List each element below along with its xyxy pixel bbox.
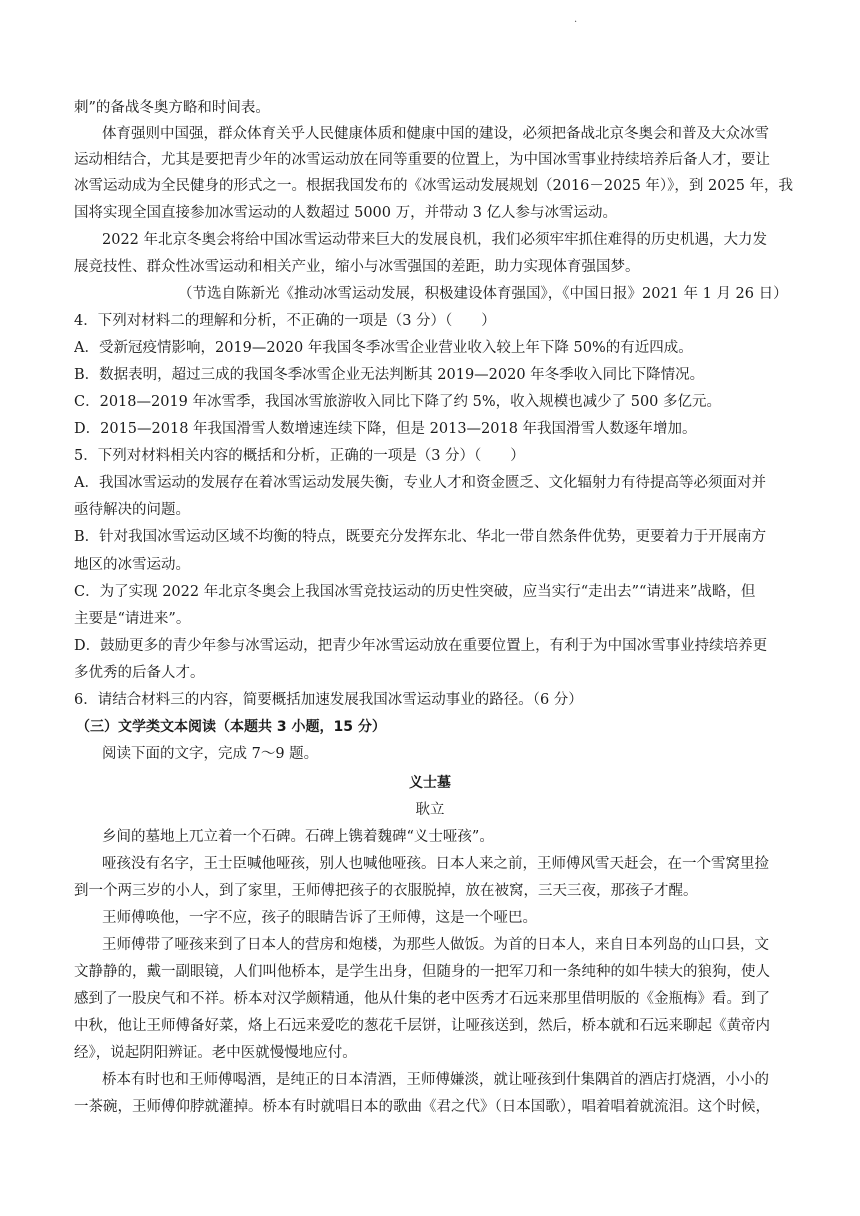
- question-5: 5．下列对材料相关内容的概括和分析，正确的一项是（3 分）（ ）: [74, 448, 525, 464]
- option-a: A．我国冰雪运动的发展存在着冰雪运动发展失衡，专业人才和资金匮乏、文化辐射力有待提高等必须面对并: [74, 475, 766, 491]
- option-b-cont: 地区的冰雪运动。: [74, 557, 190, 573]
- paragraph-line: 中秋，他让王师傅备好菜，烙上石远来爱吃的葱花千层饼，让哑孩送到，然后，桥本就和石远来聊起《黄帝内: [74, 1018, 770, 1034]
- option-c: C．为了实现 2022 年北京冬奥会上我国冰雪竞技运动的历史性突破，应当实行“走出去”“请进来”战略，但: [74, 584, 756, 600]
- header-mark: .: [574, 14, 578, 25]
- paragraph-line: 运动相结合，尤其是要把青少年的冰雪运动放在同等重要的位置上，为中国冰雪事业持续培养后备人才，要让: [74, 152, 770, 168]
- option-d: D．2015—2018 年我国滑雪人数增速连续下降，但是 2013—2018 年我国滑雪人数逐年增加。: [74, 421, 697, 437]
- paragraph-line: 国将实现全国直接参加冰雪运动的人数超过 5000 万，并带动 3 亿人参与冰雪运动。: [74, 205, 618, 221]
- paragraph-line: 王师傅唤他，一字不应，孩子的眼睛告诉了王师傅，这是一个哑巴。: [102, 910, 537, 926]
- reading-instruction: 阅读下面的文字，完成 7～9 题。: [102, 746, 319, 762]
- section-heading: （三）文学类文本阅读（本题共 3 小题，15 分）: [76, 719, 386, 735]
- option-d: D．鼓励更多的青少年参与冰雪运动，把青少年冰雪运动放在重要位置上，有利于为中国冰雪事业持续培养更: [74, 638, 768, 654]
- paragraph-line: 哑孩没有名字，王士臣喊他哑孩，别人也喊他哑孩。日本人来之前，王师傅风雪天赶会，在一个雪窝里捡: [102, 856, 769, 872]
- question-4: 4．下列对材料二的理解和分析，不正确的一项是（3 分）（ ）: [74, 313, 496, 329]
- option-c-cont: 主要是“请进来”。: [74, 611, 191, 627]
- paragraph-line: 体育强则中国强，群众体育关乎人民健康体质和健康中国的建设，必须把备战北京冬奥会和普及大众冰雪: [102, 126, 769, 142]
- paragraph-line: 冰雪运动成为全民健身的形式之一。根据我国发布的《冰雪运动发展规划（2016－2025 年）》，到 2025 年，我: [74, 178, 794, 194]
- question-6: 6．请结合材料三的内容，简要概括加速发展我国冰雪运动事业的路径。（6 分）: [74, 692, 583, 708]
- story-title: 义士墓: [409, 775, 451, 791]
- paragraph-line: 经》，说起阴阳辨证。老中医就慢慢地应付。: [74, 1045, 357, 1061]
- paragraph-line: 2022 年北京冬奥会将给中国冰雪运动带来巨大的发展良机，我们必须牢牢抓住难得的历史机遇，大力发: [102, 232, 768, 248]
- paragraph-line: 展竞技性、群众性冰雪运动和相关产业，缩小与冰雪强国的差距，助力实现体育强国梦。: [74, 259, 640, 275]
- source-citation: （节选自陈新光《推动冰雪运动发展，积极建设体育强国》，《中国日报》2021 年 1 月 26 日）: [178, 286, 788, 302]
- paragraph-line: 刺”的备战冬奥方略和时间表。: [74, 100, 270, 116]
- option-c: C．2018—2019 年冰雪季，我国冰雪旅游收入同比下降了约 5%，收入规模也减少了 500 多亿元。: [74, 394, 722, 410]
- option-a-cont: 亟待解决的问题。: [74, 502, 190, 518]
- paragraph-line: 一茶碗，王师傅仰脖就灌掉。桥本有时就唱日本的歌曲《君之代》（日本国歌），唱着唱着就流泪。这个时候，: [74, 1099, 770, 1115]
- story-author: 耿立: [415, 802, 445, 818]
- paragraph-line: 桥本有时也和王师傅喝酒，是纯正的日本清酒，王师傅嫌淡，就让哑孩到什集隅首的酒店打烧酒，小小的: [102, 1072, 769, 1088]
- paragraph-line: 乡间的墓地上兀立着一个石碑。石碑上镌着魏碑“义士哑孩”。: [102, 829, 494, 845]
- option-b: B．针对我国冰雪运动区域不均衡的特点，既要充分发挥东北、华北一带自然条件优势，更要着力于开展南方: [74, 529, 767, 545]
- option-b: B．数据表明，超过三成的我国冬季冰雪企业无法判断其 2019—2020 年冬季收入同比下降情况。: [74, 367, 705, 383]
- option-d-cont: 多优秀的后备人才。: [74, 665, 205, 681]
- paragraph-line: 文静静的，戴一副眼镜，人们叫他桥本，是学生出身，但随身的一把军刀和一条纯种的如牛犊大的狼狗，使人: [74, 964, 770, 980]
- paragraph-line: 感到了一股戾气和不祥。桥本对汉学颇精通，他从什集的老中医秀才石远来那里借明版的《金瓶梅》看。到了: [74, 991, 770, 1007]
- paragraph-line: 到一个两三岁的小人，到了家里，王师傅把孩子的衣服脱掉，放在被窝，三天三夜，那孩子才醒。: [74, 883, 698, 899]
- option-a: A．受新冠疫情影响，2019—2020 年我国冬季冰雪企业营业收入较上年下降 50%的有近四成。: [74, 340, 693, 356]
- paragraph-line: 王师傅带了哑孩来到了日本人的营房和炮楼，为那些人做饭。为首的日本人，来自日本列岛的山口县，文: [102, 937, 769, 953]
